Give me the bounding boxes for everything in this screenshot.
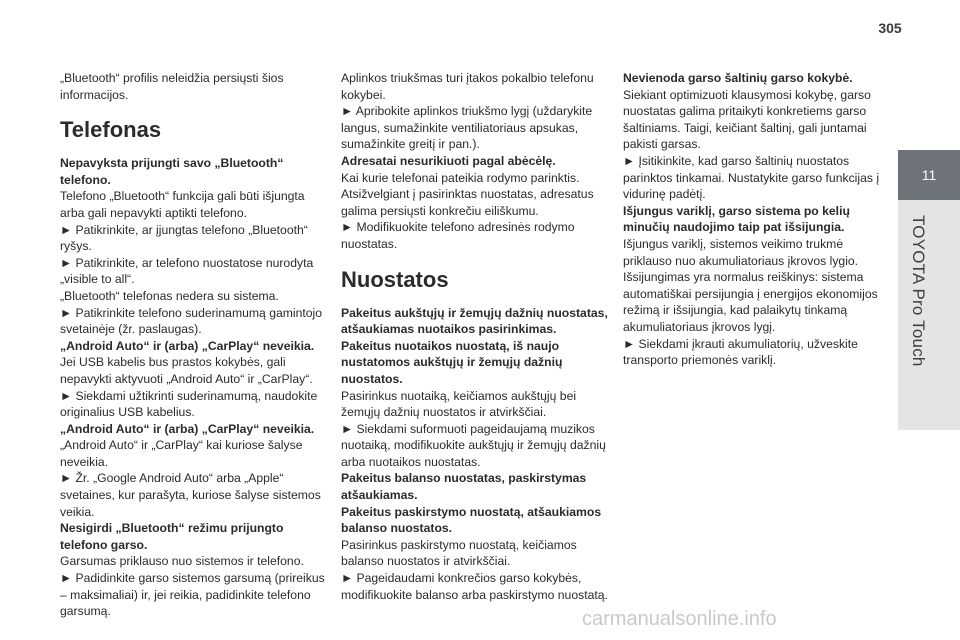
paragraph: Kai kurie telefonai pateikia rodymo parinktis. Atsižvelgiant į pasirinktas nuostatas, adresatus galima persiųsti konkrečiu eiliškumu. — [341, 170, 594, 218]
bullet: ► Apribokite aplinkos triukšmo lygį (uždarykite langus, sumažinkite ventiliatoriaus apsukas, sumažinkite greitį ir pan.). — [341, 104, 593, 152]
bullet: ► Įsitikinkite, kad garso šaltinių nuostatos parinktos tinkamai. Nustatykite garso funkcijas į vidurinę padėtį. — [623, 153, 880, 202]
paragraph: Išjungus variklį, sistemos veikimo trukmė priklauso nuo akumuliatoriaus įkrovos lygio. — [623, 236, 859, 268]
chapter-tab: 11 — [898, 150, 960, 200]
issue-title: Nepavyksta prijungti savo „Bluetooth“ telefono. — [60, 156, 284, 187]
issue-title: Pakeitus paskirstymo nuostatą, atšaukiamos balanso nuostatos. — [341, 504, 602, 536]
paragraph: Siekiant optimizuoti klausymosi kokybę, garso nuostatas galima pritaikyti konkretiems garso šaltiniams. Taigi, keičiant šaltinį, gali juntamai pakisti garsas. — [623, 87, 871, 152]
paragraph: „Android Auto“ ir „CarPlay“ kai kuriose šalyse neveikia. — [60, 438, 303, 469]
issue-title: Pakeitus nuotaikos nuostatą, iš naujo nustatomos aukštųjų ir žemųjų dažnių nuostatos. — [341, 338, 563, 386]
chapter-title: TOYOTA Pro Touch — [909, 215, 928, 367]
bullet: ► Modifikuokite telefono adresinės rodymo nuostatas. — [341, 220, 575, 251]
issue-title: „Android Auto“ ir (arba) „CarPlay“ neveikia. — [60, 338, 315, 353]
bullet: ► Patikrinkite, ar įjungtas telefono „Bluetooth“ ryšys. — [60, 222, 308, 254]
issue-title: Pakeitus aukštųjų ir žemųjų dažnių nuostatas, atšaukiamas nuotaikos pasirinkimas. — [341, 305, 608, 337]
issue-title: Pakeitus balanso nuostatas, paskirstymas atšaukiamas. — [341, 471, 587, 503]
column-middle — [341, 70, 609, 603]
paragraph: Jei USB kabelis bus prastos kokybės, gali nepavykti aktyvuoti „Android Auto“ ir „CarPlay“. — [60, 355, 313, 386]
watermark: carmanualsonline.info — [582, 608, 777, 630]
page-number: 305 — [878, 20, 902, 36]
paragraph: Pasirinkus nuotaiką, keičiamos aukštųjų bei žemųjų dažnių nuostatos ir atvirkščiai. — [341, 388, 577, 420]
bullet: ► Pageidaudami konkrečios garso kokybės, modifikuokite balanso arba paskirstymo nuostatą. — [341, 571, 608, 602]
issue-title: Nevienoda garso šaltinių garso kokybė. — [623, 71, 853, 85]
paragraph: Garsumas priklauso nuo sistemos ir telefono. — [60, 554, 304, 569]
paragraph: „Bluetooth“ telefonas nedera su sistema. — [60, 288, 279, 303]
paragraph: Telefono „Bluetooth“ funkcija gali būti išjungta arba gali nepavykti aptikti telefono. — [60, 189, 305, 220]
paragraph: Pasirinkus paskirstymo nuostatą, keičiamos balanso nuostatos ir atvirkščiai. — [341, 537, 577, 569]
bullet: ► Patikrinkite, ar telefono nuostatose nurodyta „visible to all“. — [60, 255, 314, 287]
issue-title: „Android Auto“ ir (arba) „CarPlay“ neveikia. — [60, 421, 315, 436]
column-left — [60, 70, 328, 620]
bullet: ► Siekdami suformuoti pageidaujamą muzikos nuotaiką, modifikuokite aukštųjų ir žemųjų dažnių arba nuotaikos nuostatas. — [341, 421, 606, 469]
issue-title: Išjungus variklį, garso sistema po kelių minučių naudojimo taip pat išsijungia. — [623, 203, 850, 235]
paragraph: „Bluetooth“ profilis neleidžia persiųsti šios informacijos. — [60, 71, 284, 102]
section-heading-telefonas: Telefonas — [60, 117, 162, 143]
paragraph: Išsijungimas yra normalus reiškinys: sistema automatiškai persijungia į energijos ekonomijos režimą ir išsijungia, kad palaikytų tinkamą akumuliatoriaus įkrovos lygį. — [623, 270, 878, 334]
bullet: ► Siekdami įkrauti akumuliatorių, užveskite transporto priemonės variklį. — [623, 336, 858, 368]
bullet: ► Padidinkite garso sistemos garsumą (prireikus – maksimaliai) ir, jei reikia, padidinkite telefono garsumą. — [60, 571, 325, 619]
paragraph: Aplinkos triukšmas turi įtakos pokalbio telefonu kokybei. — [341, 71, 594, 102]
bullet: ► Žr. „Google Android Auto“ arba „Apple“ svetaines, kur parašyta, kuriose šalyse sistemos veikia. — [60, 471, 321, 519]
section-heading-nuostatos: Nuostatos — [341, 266, 449, 292]
bullet: ► Siekdami užtikrinti suderinamumą, naudokite originalius USB kabelius. — [60, 388, 318, 420]
column-right — [623, 70, 891, 369]
issue-title: Adresatai nesurikiuoti pagal abėcėlę. — [341, 153, 556, 168]
bullet: ► Patikrinkite telefono suderinamumą gamintojo svetainėje (žr. paslaugas). — [60, 305, 323, 337]
issue-title: Nesigirdi „Bluetooth“ režimu prijungto telefono garso. — [60, 521, 284, 552]
